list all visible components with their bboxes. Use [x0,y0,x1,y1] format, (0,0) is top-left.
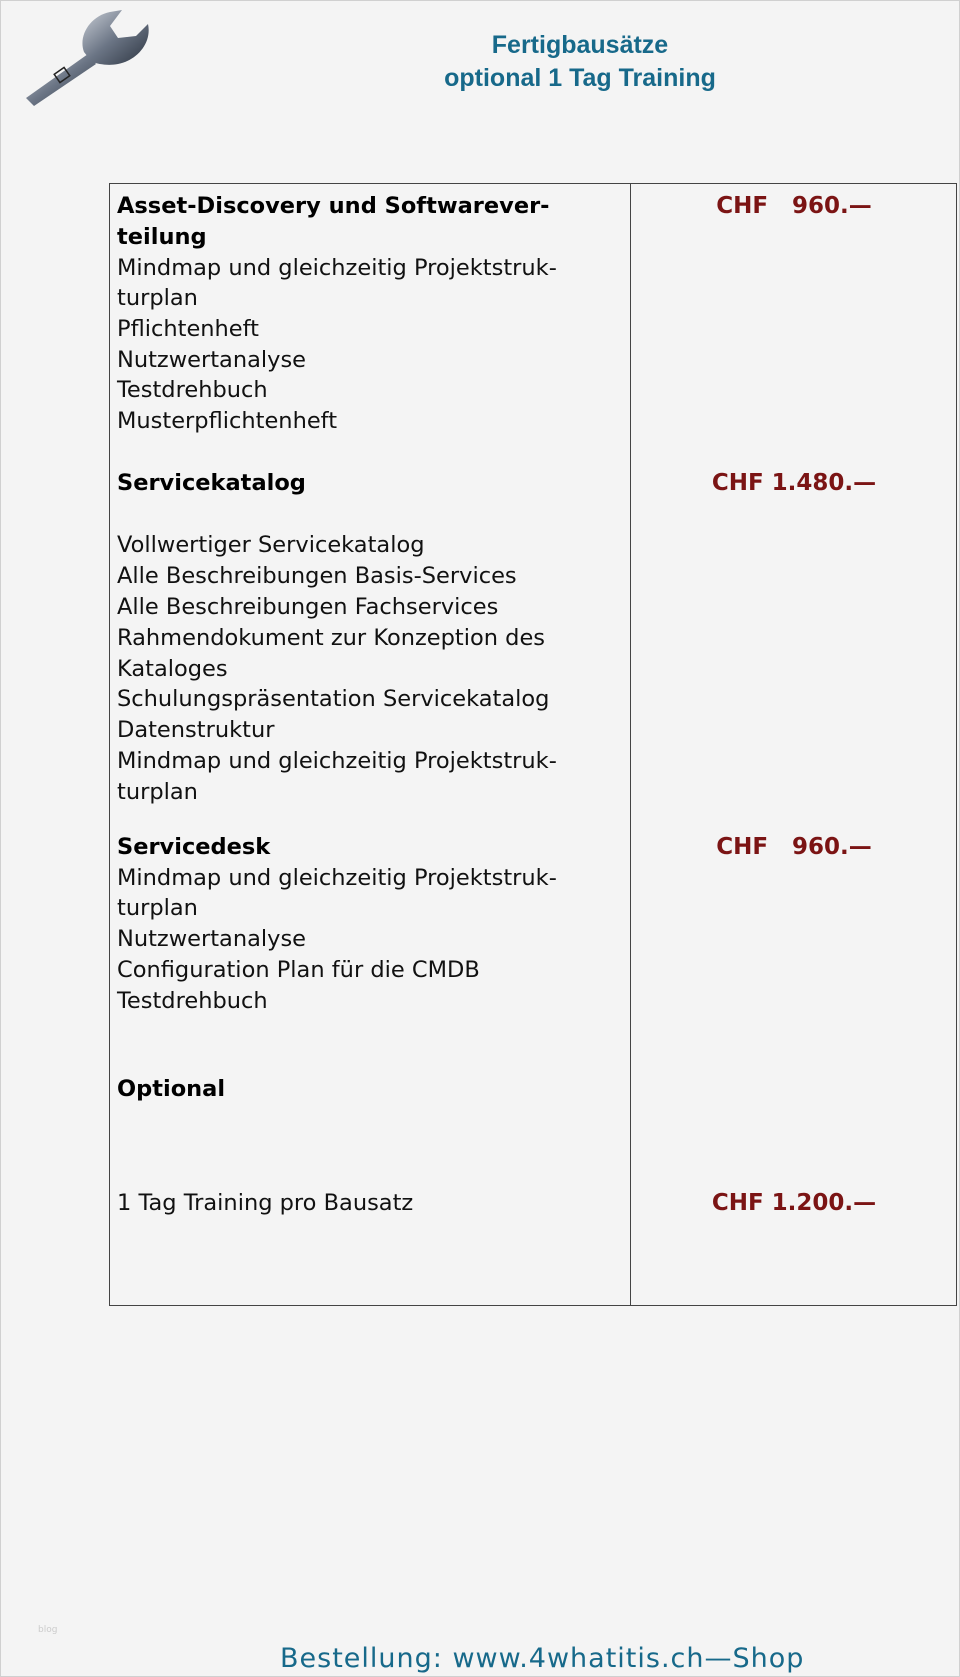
list-item: Alle Beschreibungen Basis-Services [117,563,517,589]
column-divider [630,183,631,1306]
section-heading: teilung [117,224,207,250]
list-item: Vollwertiger Servicekatalog [117,532,425,558]
list-item: turplan [117,895,198,921]
list-item: Testdrehbuch [117,377,268,403]
footer-order-link[interactable]: Bestellung: www.4whatitis.ch—Shop [280,1643,805,1674]
list-item: Datenstruktur [117,717,275,743]
list-item: Musterpflichtenheft [117,408,338,434]
list-item: Testdrehbuch [117,988,268,1014]
list-item: Kataloges [117,656,228,682]
section-heading: Optional [117,1076,226,1102]
list-item: Mindmap und gleichzeitig Projektstruk- [117,748,557,774]
list-item: Mindmap und gleichzeitig Projektstruk- [117,255,557,281]
list-item: Schulungspräsentation Servicekatalog [117,686,550,712]
list-item: 1 Tag Training pro Bausatz [117,1190,414,1216]
list-item: Mindmap und gleichzeitig Projektstruk- [117,865,557,891]
watermark: blog [38,1625,58,1635]
list-item: Configuration Plan für die CMDB [117,957,480,983]
section-heading: Servicekatalog [117,470,306,496]
wrench-icon [18,6,168,106]
price: CHF 960.— [716,193,872,219]
page-title-line2: optional 1 Tag Training [444,64,716,92]
list-item: Rahmendokument zur Konzeption des [117,625,546,651]
section-heading: Servicedesk [117,834,271,860]
list-item: turplan [117,285,198,311]
price: CHF 960.— [716,834,872,860]
price: CHF 1.200.— [711,1190,877,1216]
list-item: Pflichtenheft [117,316,259,342]
list-item: Nutzwertanalyse [117,926,307,952]
list-item: Alle Beschreibungen Fachservices [117,594,499,620]
list-item: turplan [117,779,198,805]
list-item: Nutzwertanalyse [117,347,307,373]
section-heading: Asset-Discovery und Softwarever- [117,193,550,219]
page-title-line1: Fertigbausätze [491,31,669,59]
price: CHF 1.480.— [711,470,877,496]
